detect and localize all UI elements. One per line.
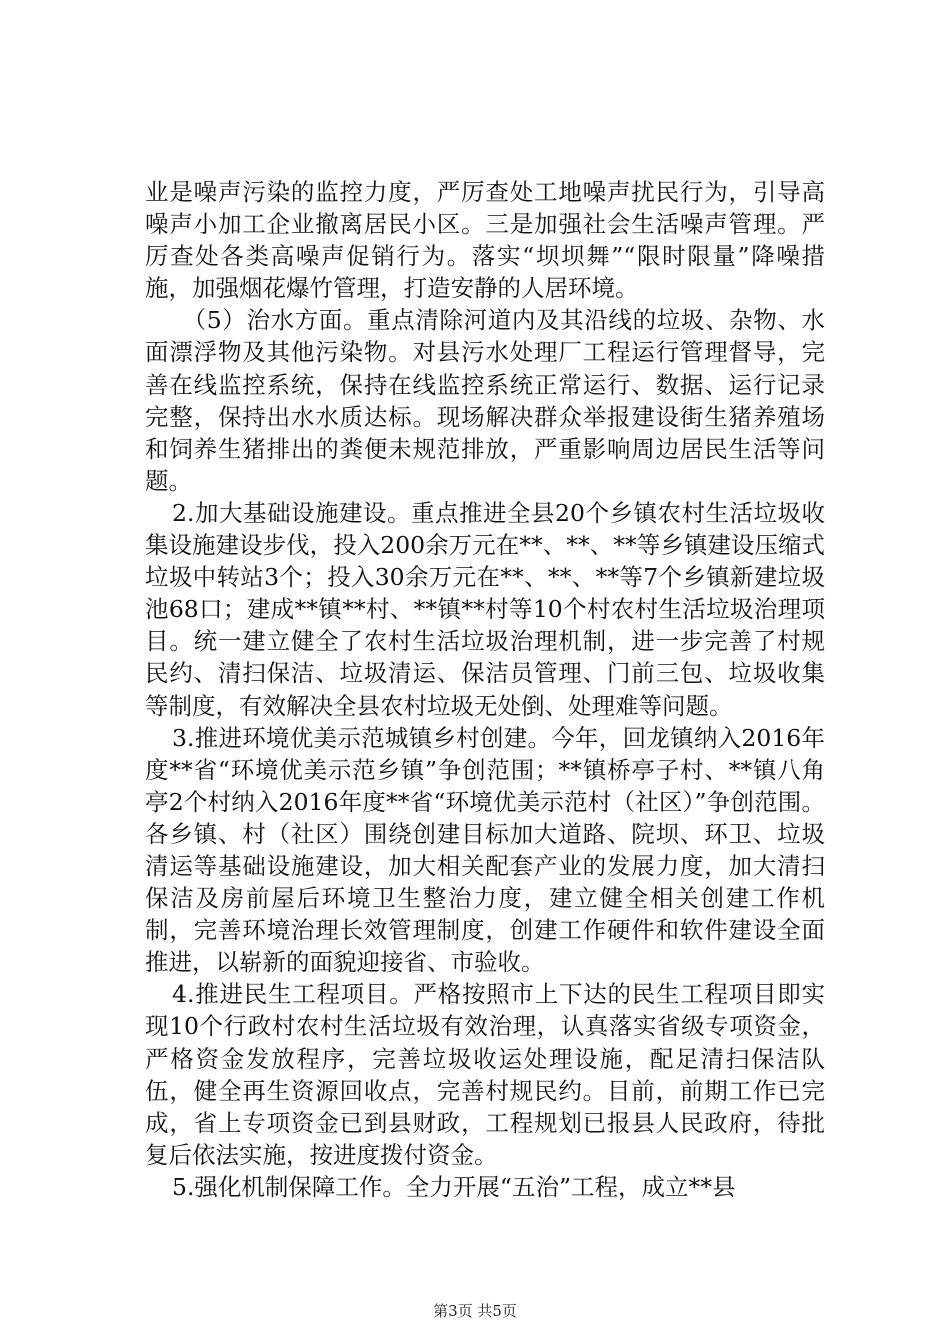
paragraph-water-treatment: （5）治水方面。重点清除河道内及其沿线的垃圾、杂物、水面漂浮物及其他污染物。对县污水处理厂工程运行管理督导，完善在线监控系统，保持在线监控系统正常运行、数据、运行记录完整，保持出水水质达标。现场解决群众举报建设街生猪养殖场和饲养生猪排出的粪便未规范排放，严重影响周边居民生活等问题。: [145, 306, 825, 495]
paragraph-mechanism-guarantee: 5.强化机制保障工作。全力开展“五治”工程，成立**县: [172, 1172, 736, 1201]
document-body: [145, 176, 825, 1203]
paragraph-model-villages: 3.推进环境优美示范城镇乡村创建。今年，回龙镇纳入2016年度**省“环境优美示范乡镇”争创范围；**镇桥亭子村、**镇八角亭2个村纳入2016年度**省“环境优美示范村（社区）”争创范围。各乡镇、村（社区）围绕创建目标加大道路、院坝、环卫、垃圾清运等基础设施建设，加大相关配套产业的发展力度，加大清扫保洁及房前屋后环境卫生整治力度，建立健全相关创建工作机制，完善环境治理长效管理制度，创建工作硬件和软件建设全面推进，以崭新的面貌迎接省、市验收。: [145, 723, 825, 977]
paragraph-noise-control: 业是噪声污染的监控力度，严厉查处工地噪声扰民行为，引导高噪声小加工企业撤离居民小区。三是加强社会生活噪声管理。严厉查处各类高噪声促销行为。落实“坝坝舞”“限时限量”降噪措施，加强烟花爆竹管理，打造安静的人居环境。: [145, 178, 825, 303]
paragraph-livelihood-projects: 4.推进民生工程项目。严格按照市上下达的民生工程项目即实现10个行政村农村生活垃圾有效治理，认真落实省级专项资金，严格资金发放程序，完善垃圾收运处理设施，配足清扫保洁队伍，健全再生资源回收点，完善村规民约。目前，前期工作已完成，省上专项资金已到县财政，工程规划已报县人民政府，待批复后依法实施，按进度拨付资金。: [145, 980, 825, 1169]
paragraph-infrastructure: 2.加大基础设施建设。重点推进全县20个乡镇农村生活垃圾收集设施建设步伐，投入200余万元在**、**、**等乡镇建设压缩式垃圾中转站3个；投入30余万元在**、**、**等7个乡镇新建垃圾池68口；建成**镇**村、**镇**村等10个村农村生活垃圾治理项目。统一建立健全了农村生活垃圾治理机制，进一步完善了村规民约、清扫保洁、垃圾清运、保洁员管理、门前三包、垃圾收集等制度，有效解决全县农村垃圾无处倒、处理难等问题。: [145, 498, 825, 720]
page-footer: 第3页 共5页: [433, 1302, 517, 1320]
